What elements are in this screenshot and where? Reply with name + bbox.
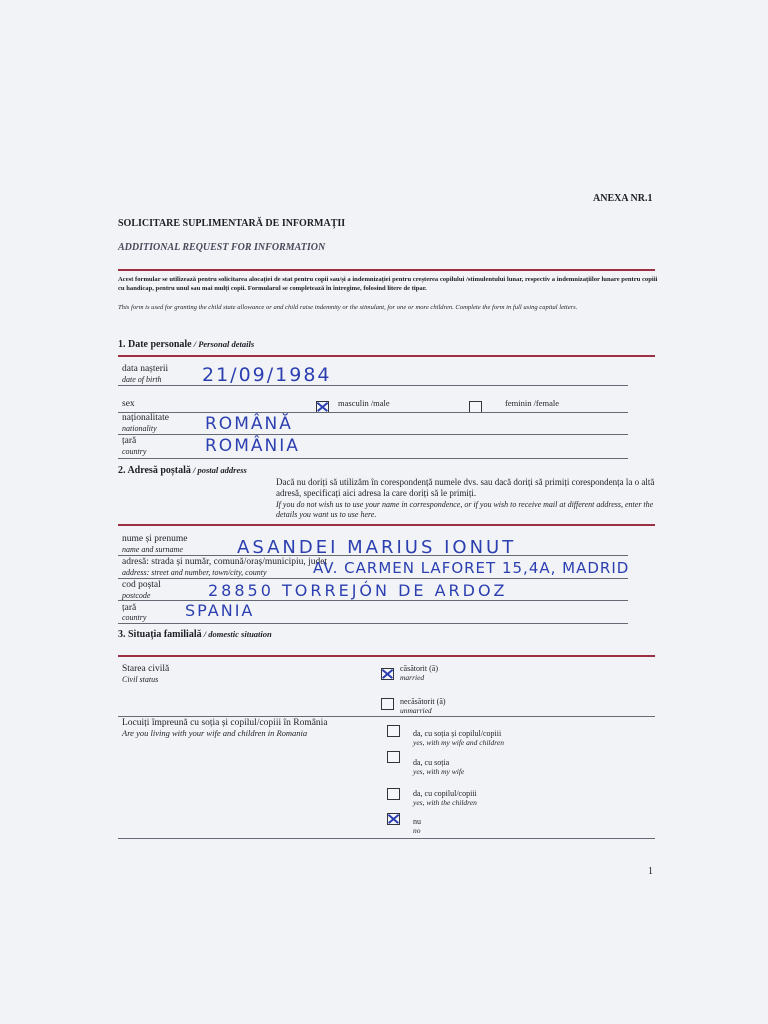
section-personal-en: / Personal details [191,339,255,349]
living-opt3-checkbox[interactable] [387,788,400,800]
postcode-label-ro: cod poștal [122,580,161,590]
civil-status-label-ro: Starea civilă [122,664,170,674]
married-label-en: married [400,673,425,682]
section-address-en: / postal address [190,465,247,475]
living-opt2 [413,758,464,776]
address-country-label-ro: țară [122,603,137,613]
living-opt1-ro: da, cu soția și copilul/copiii [413,729,502,738]
nationality-label-ro: naționalitate [122,413,169,423]
country-label-en: country [122,447,147,456]
unmarried-option [400,697,446,715]
nationality-value[interactable]: ROMÂNĂ [205,414,293,434]
section-family-ro: 3. Situația familială [118,629,202,640]
section-personal-ro: 1. Date personale [118,339,192,350]
address-country-value[interactable]: SPANIA [185,601,255,620]
living-opt3-en: yes, with the children [413,798,477,807]
birth-date-value[interactable]: 21/09/1984 [202,364,332,386]
birth-label-ro: data nașterii [122,364,169,374]
living-opt3-ro: da, cu copilul/copiii [413,789,477,798]
unmarried-checkbox[interactable] [381,698,394,710]
birth-label-en: date of birth [122,375,162,384]
page-number: 1 [648,866,653,877]
section-address-heading [118,465,247,476]
living-opt1-checkbox[interactable] [387,725,400,737]
name-value[interactable]: ASANDEI MARIUS IONUT [237,537,517,558]
annex-number: ANEXA NR.1 [593,193,653,204]
section-address-ro: 2. Adresă poștală [118,465,191,476]
living-opt4-en: no [413,826,421,835]
section-family-en: / domestic situation [201,629,272,639]
name-label-en: name and surname [122,545,183,554]
married-option [400,664,438,682]
living-opt2-checkbox[interactable] [387,751,400,763]
living-opt3 [413,789,477,807]
married-checkbox[interactable] [381,668,394,680]
section-personal-heading [118,339,254,350]
postcode-label-en: postcode [122,591,151,600]
address-note-ro: Dacă nu doriți să utilizăm în corespondență numele dvs. sau dacă doriți să primiți corespondența la o altă adresă, specificați aici adresa la care doriți să le primiți. [276,477,655,498]
living-opt4 [413,817,421,835]
male-label: masculin /male [338,398,390,408]
form-title-ro: SOLICITARE SUPLIMENTARĂ DE INFORMAȚII [118,218,346,229]
intro-ro: Acest formular se utilizează pentru solicitarea alocației de stat pentru copii sau/și a indemnizației pentru creșterea copilului /stimulentului lunar, respectiv a indemnizațiilor lunare pentru copiii cu handicap, pentru unul sau mai mulți copii. Formularul se completează în întregime, folosind litere de tipar. [118,276,658,292]
section-family-heading [118,629,272,640]
form-title-en: ADDITIONAL REQUEST FOR INFORMATION [118,242,326,253]
sex-label: sex [122,399,135,409]
female-label: feminin /female [505,398,560,408]
unmarried-label-en: unmarried [400,706,432,715]
name-label-ro: nume și prenume [122,534,188,544]
living-opt2-ro: da, cu soția [413,758,450,767]
living-label-ro: Locuiți împreună cu soția și copilul/copiii în România [122,718,328,728]
address-country-label-en: country [122,613,147,622]
nationality-label-en: nationality [122,424,157,433]
living-opt2-en: yes, with my wife [413,767,465,776]
street-value[interactable]: AV. CARMEN LAFORET 15,4A, MADRID [313,559,630,577]
living-opt1-en: yes, with my wife and children [413,738,504,747]
living-label-en: Are you living with your wife and children in Romania [122,728,308,738]
street-label-ro: adresă: strada și număr, comună/oraș/municipiu, județ [122,557,328,567]
living-opt1 [413,729,504,747]
civil-status-label-en: Civil status [122,675,159,684]
married-label-ro: căsătorit (ă) [400,664,438,673]
country-value[interactable]: ROMÂNIA [205,436,300,456]
address-note-en: If you do not wish us to use your name in correspondence, or if you wish to receive mail at different address, enter the details you want us to use here. [276,500,654,519]
living-opt4-checkbox[interactable] [387,813,400,825]
street-label-en: address: street and number, town/city, county [122,568,267,577]
intro-en: This form is used for granting the child state allowance or and child raise indemnity or the stimulant, for one or more children. Complete the form in full using capital letters. [118,304,578,311]
living-opt4-ro: nu [413,817,421,826]
postcode-value[interactable]: 28850 TORREJÓN DE ARDOZ [208,581,508,600]
unmarried-label-ro: necăsătorit (ă) [400,697,446,706]
country-label-ro: țară [122,436,137,446]
